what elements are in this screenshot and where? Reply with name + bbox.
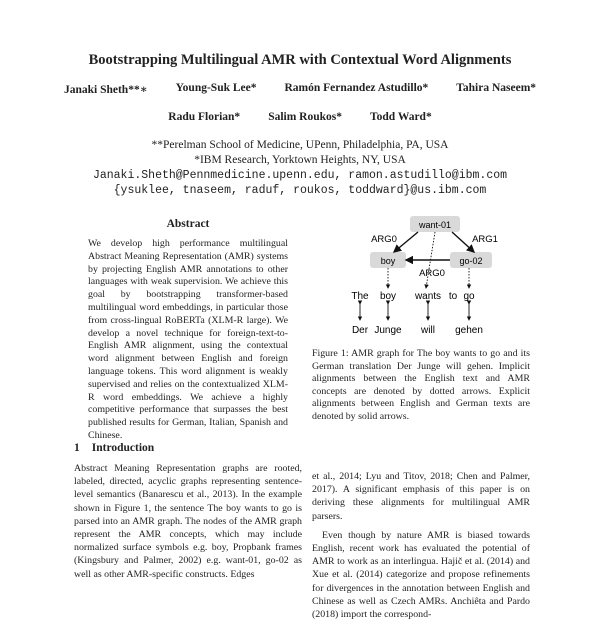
edge-arg1	[452, 232, 474, 252]
right-column-text	[312, 470, 530, 627]
edge-label: ARG1	[472, 234, 498, 245]
english-token: to	[448, 291, 458, 302]
section-heading	[74, 442, 154, 454]
english-token: The	[351, 291, 369, 302]
edge-arg0	[394, 232, 418, 252]
edge-label: ARG0	[371, 234, 397, 245]
english-token: boy	[379, 291, 397, 302]
english-token: wants	[414, 291, 442, 302]
node-label: go-02	[459, 256, 483, 266]
author: Salim Roukos*	[268, 111, 342, 123]
figure-caption: Figure 1: AMR graph for The boy wants to go and its German translation Der Junge will gehen. Implicit alignments between the English text and AMR concepts are denoted by dotted arrows. Explicit alignments between English and German texts are denoted by solid arrows.	[312, 348, 530, 422]
amr-graph	[310, 210, 530, 340]
affiliation: **Perelman School of Medicine, UPenn, Philadelphia, PA, USA	[151, 139, 449, 151]
email-line: {ysuklee, tnaseem, raduf, roukos, toddward}@us.ibm.com	[113, 184, 487, 197]
german-token: Der	[351, 325, 369, 336]
edge-label: ARG0	[419, 268, 445, 279]
english-token: go	[463, 291, 475, 302]
author: Todd Ward*	[370, 111, 432, 123]
paragraph: Even though by nature AMR is biased towards English, recent work has evaluated the potential of AMR to work as an interlingua. Hajič et al. (2014) and Xue et al. (2014) categorize and propose refinements for divergences in the annotation between English and Chinese as well as Czech AMRs. Anchiêta and Pardo (2018) import the correspond-	[312, 529, 530, 621]
authors-line-1	[0, 82, 600, 96]
authors-line-2	[0, 111, 600, 123]
section-title: Introduction	[91, 442, 155, 454]
author: Young-Suk Lee*	[175, 82, 257, 94]
german-token: will	[421, 325, 435, 336]
paragraph: et al., 2014; Lyu and Titov, 2018; Chen and Palmer, 2017). A significant emphasis of this paper is on deriving these alignments for multilingual AMR parsers.	[312, 471, 530, 522]
author: Tahira Naseem*	[456, 82, 537, 94]
abstract-heading: Abstract	[166, 218, 210, 230]
node-label: boy	[380, 256, 396, 266]
author: Ramón Fernandez Astudillo*	[284, 82, 429, 94]
section-number: 1	[74, 442, 80, 454]
node-label: want-01	[418, 220, 452, 230]
email-line: Janaki.Sheth@Pennmedicine.upenn.edu, ramon.astudillo@ibm.com	[92, 169, 508, 182]
affiliation: *IBM Research, Yorktown Heights, NY, USA	[194, 154, 406, 166]
german-token: Junge	[374, 325, 402, 336]
introduction-text: Abstract Meaning Representation graphs are rooted, labeled, directed, acyclic graphs representing sentence-level semantics (Banarescu et al., 2013). In the example shown in Figure 1, the sentence The boy wants to go is parsed into an AMR graph. The nodes of the AMR graph represent the AMR concepts, which may include normalized surface symbols e.g. boy, Propbank frames (Kingsbury and Palmer, 2002) e.g. want-01, go-02 as well as other AMR-specific constructs. Edges	[74, 463, 302, 580]
amr-figure	[310, 210, 530, 340]
abstract-text: We develop high performance multilingual Abstract Meaning Representation (AMR) systems by projecting English AMR annotations to other languages with weak supervision. We achieve this goal by bootstrapping transformer-based multilingual word embeddings, in particular those from cross-lingual RoBERTa (XLM-R large). We develop a novel technique for foreign-text-to-English AMR alignment, using the contextual word alignment between English and foreign language tokens. This word alignment is weakly supervised and relies on the contextualized XLM-R word embeddings. We achieve a highly competitive performance that surpasses the best published results for German, Italian, Spanish and Chinese.	[88, 238, 288, 441]
author: Janaki Sheth**∗	[63, 84, 148, 96]
german-token: gehen	[455, 325, 483, 336]
paper-title: Bootstrapping Multilingual AMR with Contextual Word Alignments	[88, 52, 512, 68]
author: Radu Florian*	[168, 111, 241, 123]
